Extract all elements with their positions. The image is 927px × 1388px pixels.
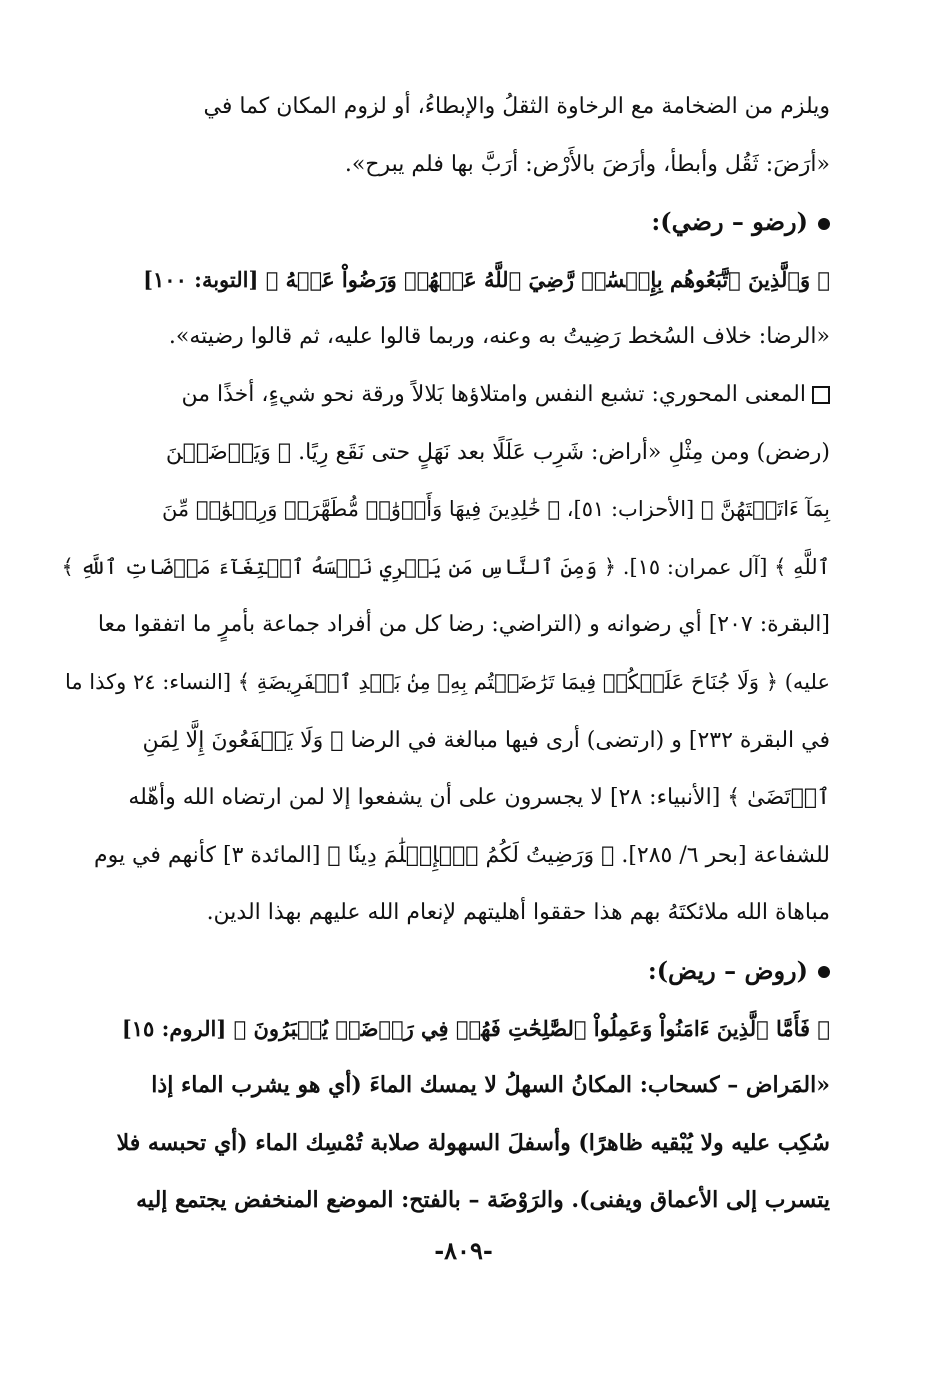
text-line: «الرضا: خلاف السُخط رَضِيتُ به وعنه، وربما قالوا عليه، ثم قالوا رضيته». — [168, 324, 830, 350]
section-heading-rawd — [100, 942, 830, 1000]
square-marker-icon — [812, 386, 830, 404]
text-line: «أرَضَ: ثَقُل وأبطأ، وأرَضَ بالأَرْض: أرَبَّ بها فلم يبرح». — [344, 151, 830, 177]
section-heading-radw — [100, 193, 830, 251]
quran-verse-line: ﴿ فَأَمَّا ٱلَّذِينَ ءَامَنُواْ وَعَمِلُواْ ٱلصَّٰلِحَٰتِ فَهُمۡ فِي رَوۡضَةٖ يُحۡبَرُونَ ﴾ [الروم: ١٥] — [121, 1015, 830, 1041]
text-line: سُكِب عليه ولا يُبْقيه ظاهرًا) وأسفلَ السهولة صلابة تُمْسِك الماء (أي تحبسه فلا — [116, 1129, 830, 1156]
text-line: للشفاعة [بحر ٦/ ٢٨٥]. ﴿ وَرَضِيتُ لَكُمُ ٱلۡإِسۡلَٰمَ دِينٗا ﴾ [المائدة ٣] كأنهم في يوم — [93, 842, 830, 868]
text-line: ٱرۡتَضَىٰ ﴾ [الأنبياء: ٢٨] لا يجسرون على أن يشفعوا إلا لمن ارتضاه الله وأهّله — [128, 785, 830, 811]
text-line: [البقرة: ٢٠٧] أي رضوانه و (التراضي: رضا كل من أفراد جماعة بأمرٍ ما اتفقوا معا — [97, 612, 830, 638]
core-meaning-text: المعنى المحوري: تشبع النفس وامتلاؤها بَلالاً ورقة نحو شيءٍ، أخذًا من — [181, 381, 806, 407]
quran-verse-line: عليه) ﴿ وَلَا جُنَاحَ عَلَيۡكُمۡ فِيمَا تَرَٰضَيۡتُم بِهِۦ مِنۢ بَعۡدِ ٱلۡفَرِيضَةِ ﴾ [النساء: ٢٤ وكذا ما — [64, 669, 830, 694]
bullet-icon — [818, 966, 830, 978]
quran-verse-line: ﴿ وَٱلَّذِينَ ٱتَّبَعُوهُم بِإِحۡسَٰنٖ رَّضِيَ ٱللَّهُ عَنۡهُمۡ وَرَضُواْ عَنۡهُ ﴾ [التوبة: ١٠٠] — [143, 266, 830, 292]
core-meaning-line — [100, 366, 830, 424]
quran-verse-line: بِمَآ ءَاتَيۡتَهُنَّ ﴾ [الأحزاب: ٥١]، ﴿ خَٰلِدِينَ فِيهَا وَأَزۡوَٰجٞ مُّطَهَّرَةٞ وَرِضۡوَٰنٞ مِّنَ — [161, 497, 830, 522]
main-text — [61, 78, 830, 1230]
text-line: «المَراض – كسحاب: المكانُ السهلُ لا يمسك الماءَ (أي هو يشرب الماء إذا — [151, 1072, 830, 1099]
bullet-icon — [818, 218, 830, 230]
text-line: مباهاة الله ملائكتَهُ بهم هذا حققوا أهليتهم لإنعام الله عليهم بهذا الدين. — [206, 900, 830, 926]
heading-label: (روض – ريض): — [647, 955, 808, 985]
text-line: في البقرة ٢٣٢] و (ارتضى) أرى فيها مبالغة في الرضا ﴿ وَلَا يَشۡفَعُونَ إِلَّا لِمَنِ — [142, 727, 830, 753]
heading-label: (رضو – رضي): — [651, 207, 808, 237]
quran-verse-line: ٱللَّهِ ﴾ [آل عمران: ١٥]. ﴿ وَمِنَ ٱلنَّاسِ مَن يَشۡرِي نَفۡسَهُ ٱبۡتِغَآءَ مَرۡضَاتِ ٱللَّهِ ﴾ — [61, 554, 830, 579]
text-line: ويلزم من الضخامة مع الرخاوة الثقلُ والإبطاءُ، أو لزوم المكان كما في — [203, 94, 830, 119]
text-line: يتسرب إلى الأعماق ويفنى). والرَوْضَة – بالفتح: الموضع المنخفض يجتمع إليه — [136, 1187, 830, 1214]
text-line: (رضض) ومن مِثْلِ «أراض: شَرِب عَلَلًا بعد نَهَلٍ حتى نَقَع رِيًا. ﴿ وَيَرۡضَيۡنَ — [165, 439, 830, 465]
page-number: -٨٠٩- — [434, 1236, 493, 1265]
